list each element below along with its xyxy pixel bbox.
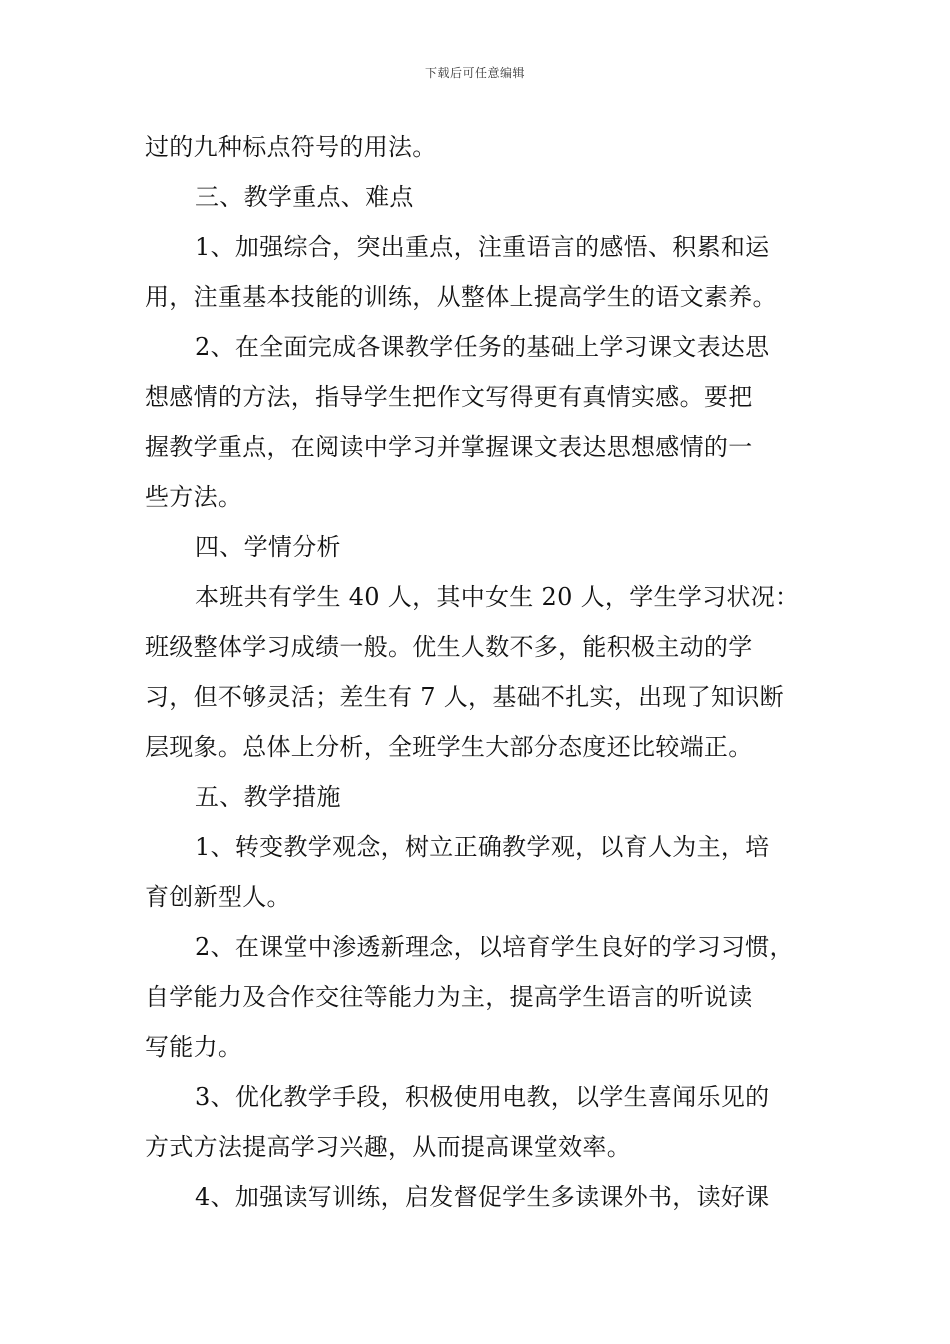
text-line: 写能力。 <box>145 1033 243 1061</box>
text-line: 些方法。 <box>145 483 243 511</box>
text-line: 育创新型人。 <box>145 883 291 911</box>
page-header: 下载后可任意编辑 <box>424 66 525 80</box>
text-line: 方式方法提高学习兴趣，从而提高课堂效率。 <box>145 1133 631 1161</box>
text-line: 用，注重基本技能的训练，从整体上提高学生的语文素养。 <box>145 283 777 311</box>
text-line: 班级整体学习成绩一般。优生人数不多，能积极主动的学 <box>145 633 753 661</box>
text-line: 自学能力及合作交往等能力为主，提高学生语言的听说读 <box>145 983 753 1011</box>
text-line: 本班共有学生 40 人，其中女生 20 人，学生学习状况： <box>195 583 800 611</box>
text-line: 习，但不够灵活；差生有 7 人，基础不扎实，出现了知识断 <box>145 683 784 711</box>
section-heading: 五、教学措施 <box>195 783 341 811</box>
text-line: 2、在全面完成各课教学任务的基础上学习课文表达思 <box>195 333 770 361</box>
section-heading: 四、学情分析 <box>195 533 341 561</box>
section-heading: 三、教学重点、难点 <box>195 183 414 211</box>
text-line: 4、加强读写训练，启发督促学生多读课外书，读好课 <box>195 1183 770 1211</box>
text-line: 1、加强综合，突出重点，注重语言的感悟、积累和运 <box>195 233 770 261</box>
text-line: 2、在课堂中渗透新理念，以培育学生良好的学习习惯， <box>195 933 794 961</box>
text-line: 过的九种标点符号的用法。 <box>145 133 437 161</box>
text-line: 1、转变教学观念，树立正确教学观，以育人为主，培 <box>195 833 770 861</box>
text-line: 想感情的方法，指导学生把作文写得更有真情实感。要把 <box>145 383 753 411</box>
text-line: 握教学重点，在阅读中学习并掌握课文表达思想感情的一 <box>145 433 753 461</box>
text-line: 层现象。总体上分析，全班学生大部分态度还比较端正。 <box>145 733 753 761</box>
text-line: 3、优化教学手段，积极使用电教，以学生喜闻乐见的 <box>195 1083 770 1111</box>
document-body <box>145 122 825 1222</box>
